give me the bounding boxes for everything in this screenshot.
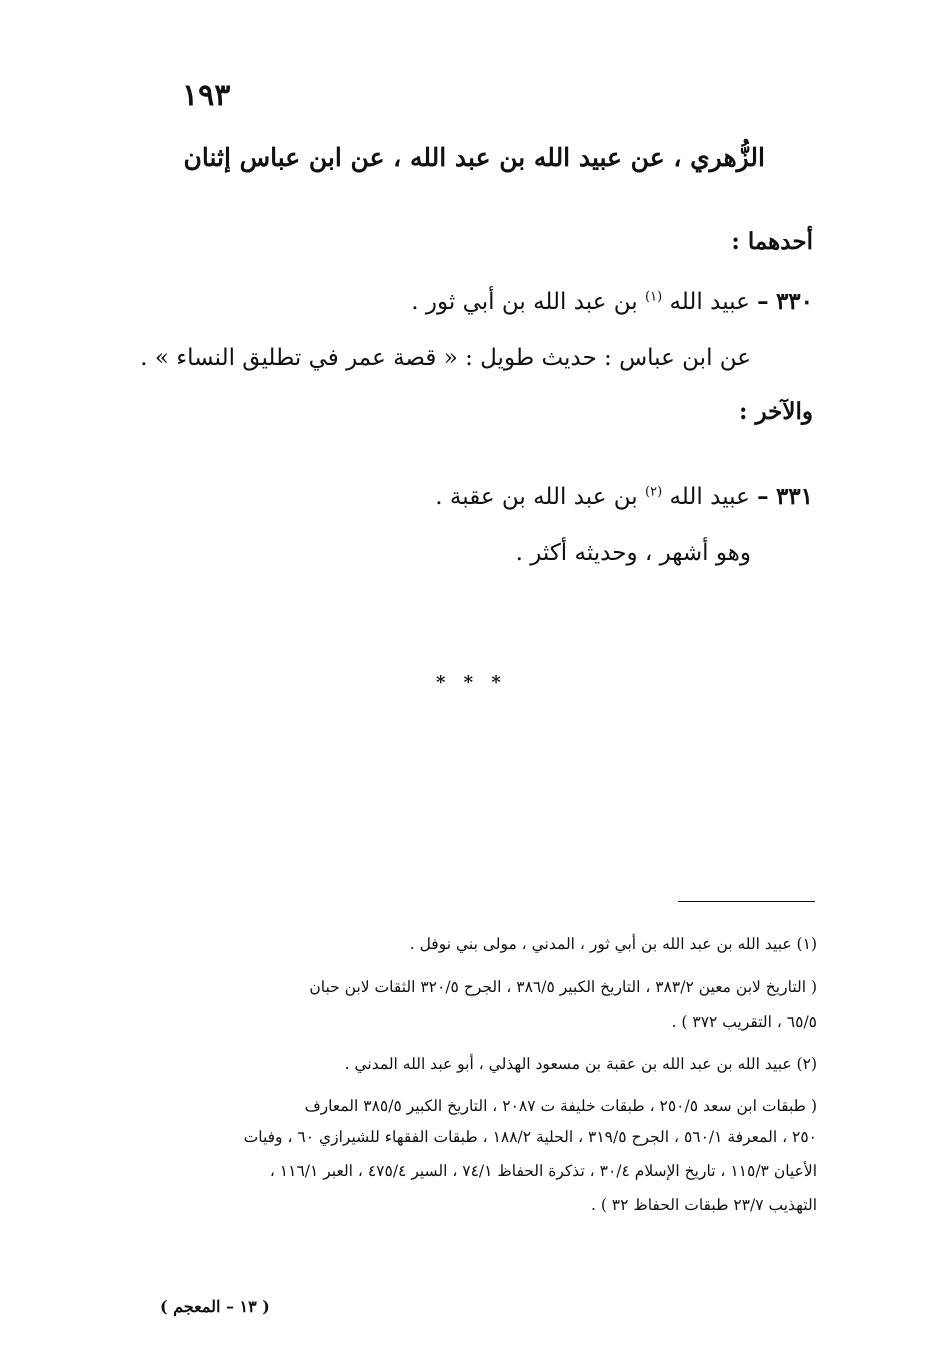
hadith-line: عن ابن عباس : حديث طويل : « قصة عمر في تطليق النساء » . xyxy=(140,345,751,371)
section-separator: * * * xyxy=(436,672,507,693)
entry-name: عبيد الله xyxy=(669,289,750,315)
entry-331 xyxy=(435,483,813,510)
footnote-ref: (١) xyxy=(645,289,663,305)
footnote-2-line-4: الأعيان ١١٥/٣ ، تاريخ الإسلام ٣٠/٤ ، تذكرة الحفاظ ٧٤/١ ، السير ٤٧٥/٤ ، العبر ١١٦/١ ، xyxy=(269,1162,817,1180)
footnote-rule xyxy=(678,901,815,902)
entry-dash: – xyxy=(757,483,769,510)
footnote-2-line-1: (٢) عبيد الله بن عبد الله بن عقبة بن مسعود الهذلي ، أبو عبد الله المدني . xyxy=(344,1055,817,1073)
footnote-1-line-1: (١) عبيد الله بن عبد الله بن أبي ثور ، المدني ، مولى بني نوفل . xyxy=(409,935,817,953)
intro-line: أحدهما : xyxy=(731,228,813,255)
footnote-1-line-2: ( التاريخ لابن معين ٣٨٣/٢ ، التاريخ الكبير ٣٨٦/٥ ، الجرح ٣٢٠/٥ الثقات لابن حبان xyxy=(309,978,817,996)
footnote-2-line-2: ( طبقات ابن سعد ٢٥٠/٥ ، طبقات خليفة ت ٢٠٨٧ ، التاريخ الكبير ٣٨٥/٥ المعارف xyxy=(304,1097,817,1115)
entry-name: عبيد الله xyxy=(669,484,750,510)
signature-mark: ( ١٣ – المعجم ) xyxy=(160,1297,270,1316)
entry-330 xyxy=(411,288,813,315)
famous-line: وهو أشهر ، وحديثه أكثر . xyxy=(515,540,751,566)
entry-dash: – xyxy=(757,288,769,315)
entry-rest: بن عبد الله بن عقبة . xyxy=(435,484,638,510)
page-number: ١٩٣ xyxy=(182,78,231,113)
entry-rest: بن عبد الله بن أبي ثور . xyxy=(411,289,638,315)
footnote-2-line-3: ٢٥٠ ، المعرفة ٥٦٠/١ ، الجرح ٣١٩/٥ ، الحلية ١٨٨/٢ ، طبقات الفقهاء للشيرازي ٦٠ ، وفيات xyxy=(243,1128,817,1146)
other-line: والآخر : xyxy=(738,398,813,425)
entry-number: ٣٣١ xyxy=(775,483,813,510)
entry-number: ٣٣٠ xyxy=(775,288,813,315)
page-heading: الزُّهري ، عن عبيد الله بن عبد الله ، عن ابن عباس إثنان xyxy=(183,143,765,172)
footnote-1-line-3: ٦٥/٥ ، التقريب ٣٧٢ ) . xyxy=(671,1013,817,1031)
footnote-ref: (٢) xyxy=(645,484,663,500)
footnote-2-line-5: التهذيب ٢٣/٧ طبقات الحفاظ ٣٢ ) . xyxy=(590,1196,817,1214)
